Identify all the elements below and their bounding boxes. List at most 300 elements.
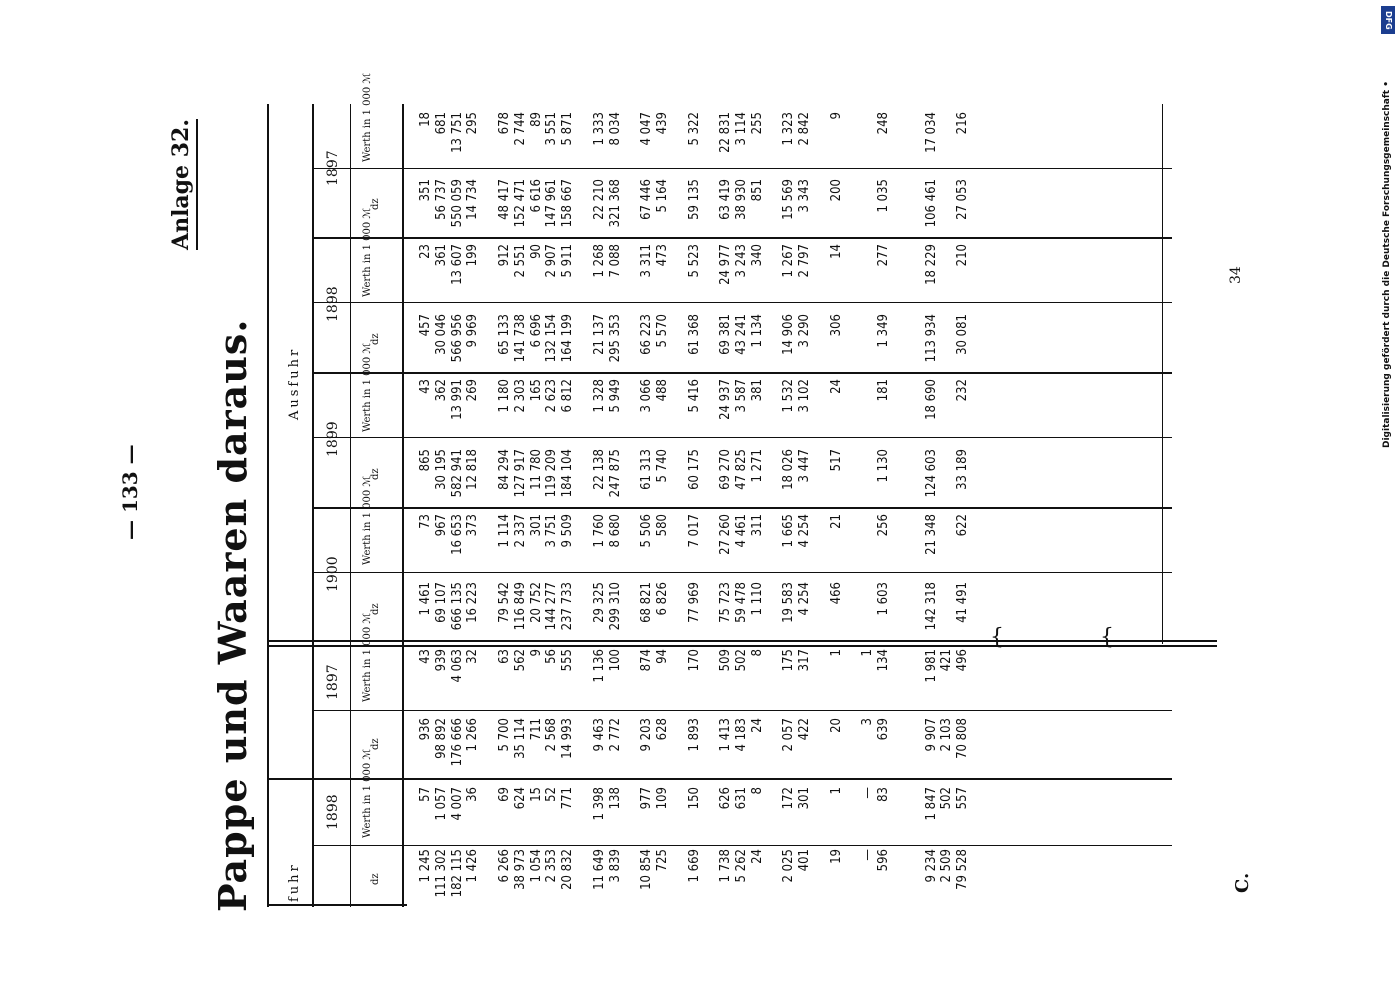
cell-text: 127 917 bbox=[512, 449, 528, 498]
cell-text: 1 180 bbox=[497, 379, 512, 413]
cell-text: 21 137 bbox=[591, 314, 607, 355]
cell-text: 24 bbox=[749, 849, 765, 864]
cell-text: 1 057 bbox=[433, 787, 449, 821]
cell-text: 622 bbox=[955, 514, 971, 537]
cell-text: 1 665 bbox=[781, 514, 797, 548]
cell-text: 35 114 bbox=[512, 718, 528, 759]
cell-text: 210 bbox=[955, 244, 971, 267]
cell-text: 77 969 bbox=[686, 582, 702, 623]
cell-text: 56 bbox=[544, 649, 560, 664]
cell-text: 20 832 bbox=[560, 849, 576, 890]
cell-text: 38 930 bbox=[734, 179, 749, 220]
cell-text: 69 381 bbox=[718, 314, 734, 355]
cell-text: 711 bbox=[528, 718, 544, 741]
cell-text: 295 353 bbox=[607, 314, 623, 363]
cell-text: 164 199 bbox=[560, 314, 576, 363]
unit-wert-1: Werth in 1 000 ℳ bbox=[362, 748, 373, 838]
cell-text: 19 bbox=[828, 849, 844, 864]
cell-text: 38 973 bbox=[512, 849, 528, 890]
cell-text: 967 bbox=[433, 514, 449, 537]
cell-text: 60 175 bbox=[686, 449, 702, 490]
cell-text: 678 bbox=[497, 112, 512, 135]
cell-text: — bbox=[860, 787, 876, 799]
cell-text: 182 115 bbox=[449, 849, 465, 898]
cell-text: 248 bbox=[876, 112, 892, 135]
cell-text: 4 254 bbox=[797, 514, 813, 548]
cell-text: 5 523 bbox=[686, 244, 702, 278]
cell-text: 83 bbox=[876, 787, 892, 802]
cell-text: 5 570 bbox=[655, 314, 670, 348]
cell-text: 9 969 bbox=[465, 314, 481, 348]
cell-text: 299 310 bbox=[607, 582, 623, 631]
cell-text: 27 053 bbox=[955, 179, 971, 220]
cell-text: 1 bbox=[828, 649, 844, 657]
cell-text: 1 266 bbox=[465, 718, 481, 752]
cell-text: 141 738 bbox=[512, 314, 528, 363]
cell-text: 63 bbox=[497, 649, 512, 664]
cell-text: 15 569 bbox=[781, 179, 797, 220]
cell-text: 3 447 bbox=[797, 449, 813, 483]
cell-text: 401 bbox=[797, 849, 813, 872]
header-bottom-rule bbox=[402, 104, 404, 907]
cell-text: 1 328 bbox=[591, 379, 607, 413]
cell-text: 22 831 bbox=[718, 112, 734, 153]
cell-text: 8 bbox=[749, 649, 765, 657]
cell-text: 65 133 bbox=[497, 314, 512, 355]
col-sep-5 bbox=[312, 572, 1172, 573]
cell-text: 771 bbox=[560, 787, 576, 810]
einfuhr-header: fuhr bbox=[287, 862, 302, 902]
cell-text: 18 bbox=[418, 112, 433, 127]
cell-text: 582 941 bbox=[449, 449, 465, 498]
cell-text: 61 313 bbox=[639, 449, 655, 490]
cell-text: 79 542 bbox=[497, 582, 512, 623]
cell-text: 30 195 bbox=[433, 449, 449, 490]
cell-text: 5 416 bbox=[686, 379, 702, 413]
cell-text: 16 653 bbox=[449, 514, 465, 555]
cell-text: 277 bbox=[876, 244, 892, 267]
cell-text: 496 bbox=[955, 649, 971, 672]
year-rule bbox=[312, 104, 314, 907]
cell-text: 256 bbox=[876, 514, 892, 537]
cell-text: 4 007 bbox=[449, 787, 465, 821]
cell-text: 1 349 bbox=[876, 314, 892, 348]
unit-rule bbox=[350, 104, 351, 907]
cell-text: 1 136 bbox=[591, 649, 607, 683]
cell-text: 132 154 bbox=[544, 314, 560, 363]
cell-text: 851 bbox=[749, 179, 765, 202]
cell-text: 19 583 bbox=[781, 582, 797, 623]
cell-text: 6 266 bbox=[497, 849, 512, 883]
signature-mark: 34 bbox=[1228, 266, 1244, 284]
appendix-label: Anlage 32. bbox=[168, 119, 198, 250]
cell-text: 57 bbox=[418, 787, 433, 802]
col-sep-9 bbox=[312, 302, 1172, 303]
cell-text: 22 210 bbox=[591, 179, 607, 220]
cell-text: 109 bbox=[655, 787, 670, 810]
cell-text: 562 bbox=[512, 649, 528, 672]
cell-text: 3 343 bbox=[797, 179, 813, 213]
unit-dz-6: dz bbox=[370, 198, 381, 210]
cell-text: 59 478 bbox=[734, 582, 749, 623]
col-sep-6 bbox=[312, 507, 1172, 509]
cell-text: 321 368 bbox=[607, 179, 623, 228]
year-ein-1898: 1898 bbox=[325, 794, 341, 830]
cell-text: 1 981 bbox=[923, 649, 939, 683]
table-end-rule bbox=[1162, 104, 1163, 644]
cell-text: 517 bbox=[828, 449, 844, 472]
cell-text: 639 bbox=[876, 718, 892, 741]
cell-text: 631 bbox=[734, 787, 749, 810]
unit-wert-3: Werth in 1 000 ℳ bbox=[362, 475, 373, 565]
cell-text: 874 bbox=[639, 649, 655, 672]
cell-text: 2 623 bbox=[544, 379, 560, 413]
bottom-mark: C. bbox=[1232, 872, 1253, 893]
cell-text: 3 066 bbox=[639, 379, 655, 413]
cell-text: 1 398 bbox=[591, 787, 607, 821]
cell-text: 1 532 bbox=[781, 379, 797, 413]
cell-text: 3 839 bbox=[607, 849, 623, 883]
col-sep-10 bbox=[312, 237, 1172, 239]
cell-text: 295 bbox=[465, 112, 481, 135]
cell-text: 52 bbox=[544, 787, 560, 802]
cell-text: 2 551 bbox=[512, 244, 528, 278]
cell-text: 4 254 bbox=[797, 582, 813, 616]
cell-text: 113 934 bbox=[923, 314, 939, 363]
col-sep-7 bbox=[312, 437, 1172, 438]
cell-text: 3 587 bbox=[734, 379, 749, 413]
cell-text: 2 772 bbox=[607, 718, 623, 752]
cell-text: 3 311 bbox=[639, 244, 655, 278]
cell-text: 628 bbox=[655, 718, 670, 741]
cell-text: 4 047 bbox=[639, 112, 655, 146]
cell-text: 184 104 bbox=[560, 449, 576, 498]
cell-text: 4 183 bbox=[734, 718, 749, 752]
cell-text: 4 461 bbox=[734, 514, 749, 548]
cell-text: 1 267 bbox=[781, 244, 797, 278]
cell-text: 70 808 bbox=[955, 718, 971, 759]
cell-text: 865 bbox=[418, 449, 433, 472]
col-sep-1 bbox=[312, 845, 1172, 846]
cell-text: 725 bbox=[655, 849, 670, 872]
cell-text: 24 977 bbox=[718, 244, 734, 285]
cell-text: 24 937 bbox=[718, 379, 734, 420]
cell-text: 351 bbox=[418, 179, 433, 202]
cell-text: 306 bbox=[828, 314, 844, 337]
cell-text: 9 203 bbox=[639, 718, 655, 752]
brace-mark-2: { bbox=[990, 625, 1004, 650]
cell-text: 1 893 bbox=[686, 718, 702, 752]
cell-text: 20 bbox=[828, 718, 844, 733]
cell-text: 1 268 bbox=[591, 244, 607, 278]
cell-text: 1 054 bbox=[528, 849, 544, 883]
cell-text: 8 680 bbox=[607, 514, 623, 548]
cell-text: 9 bbox=[528, 649, 544, 657]
cell-text: 47 825 bbox=[734, 449, 749, 490]
unit-dz-2: dz bbox=[370, 738, 381, 750]
cell-text: 24 bbox=[749, 718, 765, 733]
cell-text: 13 607 bbox=[449, 244, 465, 285]
cell-text: 8 034 bbox=[607, 112, 623, 146]
cell-text: 2 568 bbox=[544, 718, 560, 752]
cell-text: 67 446 bbox=[639, 179, 655, 220]
cell-text: 2 103 bbox=[939, 718, 955, 752]
cell-text: 550 059 bbox=[449, 179, 465, 228]
cell-text: 5 871 bbox=[560, 112, 576, 146]
cell-text: 69 107 bbox=[433, 582, 449, 623]
table-top-rule bbox=[267, 104, 269, 907]
cell-text: 317 bbox=[797, 649, 813, 672]
cell-text: 340 bbox=[749, 244, 765, 267]
cell-text: 666 135 bbox=[449, 582, 465, 631]
cell-text: 1 bbox=[860, 649, 876, 657]
cell-text: 147 961 bbox=[544, 179, 560, 228]
cell-text: 176 666 bbox=[449, 718, 465, 767]
cell-text: 596 bbox=[876, 849, 892, 872]
cell-text: 5 262 bbox=[734, 849, 749, 883]
cell-text: 14 993 bbox=[560, 718, 576, 759]
unit-dz-3: dz bbox=[370, 603, 381, 615]
cell-text: 18 026 bbox=[781, 449, 797, 490]
cell-text: 150 bbox=[686, 787, 702, 810]
cell-text: 3 290 bbox=[797, 314, 813, 348]
cell-text: 94 bbox=[655, 649, 670, 664]
cell-text: 111 302 bbox=[433, 849, 449, 898]
cell-text: 912 bbox=[497, 244, 512, 267]
cell-text: 4 063 bbox=[449, 649, 465, 683]
cell-text: 2 303 bbox=[512, 379, 528, 413]
cell-text: 6 696 bbox=[528, 314, 544, 348]
cell-text: 16 223 bbox=[465, 582, 481, 623]
cell-text: 3 114 bbox=[734, 112, 749, 146]
cell-text: 977 bbox=[639, 787, 655, 810]
cell-text: 1 669 bbox=[686, 849, 702, 883]
cell-text: 624 bbox=[512, 787, 528, 810]
cell-text: 75 723 bbox=[718, 582, 734, 623]
cell-text: 939 bbox=[433, 649, 449, 672]
cell-text: 89 bbox=[528, 112, 544, 127]
cell-text: 301 bbox=[797, 787, 813, 810]
cell-text: 138 bbox=[607, 787, 623, 810]
year-aus-1900: 1900 bbox=[325, 556, 341, 592]
header-rule bbox=[267, 904, 407, 906]
cell-text: 1 245 bbox=[418, 849, 433, 883]
cell-text: 12 818 bbox=[465, 449, 481, 490]
unit-wert-6: Werth in 1 000 ℳ bbox=[362, 72, 373, 162]
cell-text: 134 bbox=[876, 649, 892, 672]
cell-text: 502 bbox=[939, 787, 955, 810]
cell-text: 2 025 bbox=[781, 849, 797, 883]
ein-aus-double-rule-2 bbox=[267, 645, 1217, 647]
cell-text: 73 bbox=[418, 514, 433, 529]
cell-text: 237 733 bbox=[560, 582, 576, 631]
cell-text: 566 956 bbox=[449, 314, 465, 363]
cell-text: 66 223 bbox=[639, 314, 655, 355]
cell-text: 181 bbox=[876, 379, 892, 402]
cell-text: — bbox=[860, 849, 876, 861]
cell-text: 1 134 bbox=[749, 314, 765, 348]
cell-text: 5 506 bbox=[639, 514, 655, 548]
cell-text: 11 649 bbox=[591, 849, 607, 890]
year-aus-1897: 1897 bbox=[325, 150, 341, 186]
cell-text: 61 368 bbox=[686, 314, 702, 355]
cell-text: 373 bbox=[465, 514, 481, 537]
cell-text: 5 911 bbox=[560, 244, 576, 278]
cell-text: 119 209 bbox=[544, 449, 560, 498]
unit-wert-4: Werth in 1 000 ℳ bbox=[362, 342, 373, 432]
cell-text: 56 737 bbox=[433, 179, 449, 220]
cell-text: 7 017 bbox=[686, 514, 702, 548]
cell-text: 48 417 bbox=[497, 179, 512, 220]
cell-text: 2 797 bbox=[797, 244, 813, 278]
cell-text: 5 164 bbox=[655, 179, 670, 213]
cell-text: 79 528 bbox=[955, 849, 971, 890]
cell-text: 142 318 bbox=[923, 582, 939, 631]
cell-text: 43 bbox=[418, 649, 433, 664]
cell-text: 98 892 bbox=[433, 718, 449, 759]
cell-text: 2 842 bbox=[797, 112, 813, 146]
cell-text: 247 875 bbox=[607, 449, 623, 498]
cell-text: 13 991 bbox=[449, 379, 465, 420]
cell-text: 2 057 bbox=[781, 718, 797, 752]
cell-text: 1 bbox=[828, 787, 844, 795]
cell-text: 1 110 bbox=[749, 582, 765, 616]
cell-text: 1 760 bbox=[591, 514, 607, 548]
cell-text: 33 189 bbox=[955, 449, 971, 490]
cell-text: 14 734 bbox=[465, 179, 481, 220]
cell-text: 106 461 bbox=[923, 179, 939, 228]
cell-text: 18 229 bbox=[923, 244, 939, 285]
cell-text: 626 bbox=[718, 787, 734, 810]
ein-aus-double-rule bbox=[267, 640, 1217, 642]
cell-text: 14 bbox=[828, 244, 844, 259]
cell-text: 144 277 bbox=[544, 582, 560, 631]
cell-text: 2 907 bbox=[544, 244, 560, 278]
cell-text: 439 bbox=[655, 112, 670, 135]
cell-text: 216 bbox=[955, 112, 971, 135]
cell-text: 7 088 bbox=[607, 244, 623, 278]
cell-text: 116 849 bbox=[512, 582, 528, 631]
cell-text: 21 348 bbox=[923, 514, 939, 555]
cell-text: 509 bbox=[718, 649, 734, 672]
cell-text: 15 bbox=[528, 787, 544, 802]
unit-dz-1: dz bbox=[370, 873, 381, 885]
col-sep-11 bbox=[312, 168, 1172, 169]
cell-text: 3 551 bbox=[544, 112, 560, 146]
cell-text: 1 413 bbox=[718, 718, 734, 752]
cell-text: 175 bbox=[781, 649, 797, 672]
cell-text: 362 bbox=[433, 379, 449, 402]
cell-text: 580 bbox=[655, 514, 670, 537]
cell-text: 14 906 bbox=[781, 314, 797, 355]
cell-text: 269 bbox=[465, 379, 481, 402]
cell-text: 301 bbox=[528, 514, 544, 537]
cell-text: 3 102 bbox=[797, 379, 813, 413]
cell-text: 32 bbox=[465, 649, 481, 664]
cell-text: 69 270 bbox=[718, 449, 734, 490]
cell-text: 9 907 bbox=[923, 718, 939, 752]
cell-text: 17 034 bbox=[923, 112, 939, 153]
cell-text: 2 509 bbox=[939, 849, 955, 883]
unit-dz-4: dz bbox=[370, 468, 381, 480]
cell-text: 63 419 bbox=[718, 179, 734, 220]
cell-text: 3 bbox=[860, 718, 876, 726]
cell-text: 59 135 bbox=[686, 179, 702, 220]
year-aus-1898: 1898 bbox=[325, 286, 341, 322]
cell-text: 502 bbox=[734, 649, 749, 672]
cell-text: 6 616 bbox=[528, 179, 544, 213]
col-sep-2 bbox=[267, 778, 1172, 780]
cell-text: 165 bbox=[528, 379, 544, 402]
cell-text: 5 740 bbox=[655, 449, 670, 483]
cell-text: 5 949 bbox=[607, 379, 623, 413]
cell-text: 457 bbox=[418, 314, 433, 337]
cell-text: 1 035 bbox=[876, 179, 892, 213]
year-ein-1897: 1897 bbox=[325, 664, 341, 700]
page-title: Pappe und Waaren daraus. bbox=[210, 318, 255, 912]
cell-text: 84 294 bbox=[497, 449, 512, 490]
cell-text: 30 081 bbox=[955, 314, 971, 355]
cell-text: 90 bbox=[528, 244, 544, 259]
cell-text: 158 667 bbox=[560, 179, 576, 228]
cell-text: 9 509 bbox=[560, 514, 576, 548]
unit-dz-5: dz bbox=[370, 333, 381, 345]
cell-text: 1 130 bbox=[876, 449, 892, 483]
cell-text: 311 bbox=[749, 514, 765, 537]
cell-text: 9 463 bbox=[591, 718, 607, 752]
cell-text: 1 333 bbox=[591, 112, 607, 146]
cell-text: 3 243 bbox=[734, 244, 749, 278]
cell-text: 232 bbox=[955, 379, 971, 402]
cell-text: 1 738 bbox=[718, 849, 734, 883]
cell-text: 1 603 bbox=[876, 582, 892, 616]
unit-wert-5: Werth in 1 000 ℳ bbox=[362, 207, 373, 297]
cell-text: 1 271 bbox=[749, 449, 765, 483]
cell-text: 43 241 bbox=[734, 314, 749, 355]
cell-text: 68 821 bbox=[639, 582, 655, 623]
cell-text: 172 bbox=[781, 787, 797, 810]
cell-text: 361 bbox=[433, 244, 449, 267]
cell-text: 199 bbox=[465, 244, 481, 267]
cell-text: 22 138 bbox=[591, 449, 607, 490]
cell-text: 2 337 bbox=[512, 514, 528, 548]
cell-text: 466 bbox=[828, 582, 844, 605]
cell-text: 10 854 bbox=[639, 849, 655, 890]
cell-text: 24 bbox=[828, 379, 844, 394]
cell-text: 1 847 bbox=[923, 787, 939, 821]
cell-text: 11 780 bbox=[528, 449, 544, 490]
cell-text: 27 260 bbox=[718, 514, 734, 555]
cell-text: 3 751 bbox=[544, 514, 560, 548]
cell-text: 1 426 bbox=[465, 849, 481, 883]
cell-text: 29 325 bbox=[591, 582, 607, 623]
cell-text: 36 bbox=[465, 787, 481, 802]
cell-text: 18 690 bbox=[923, 379, 939, 420]
cell-text: 200 bbox=[828, 179, 844, 202]
cell-text: 41 491 bbox=[955, 582, 971, 623]
cell-text: 5 700 bbox=[497, 718, 512, 752]
year-aus-1899: 1899 bbox=[325, 421, 341, 457]
cell-text: 555 bbox=[560, 649, 576, 672]
brace-mark-1: { bbox=[1100, 625, 1114, 650]
cell-text: 422 bbox=[797, 718, 813, 741]
cell-text: 1 461 bbox=[418, 582, 433, 616]
unit-wert-2: Werth in 1 000 ℳ bbox=[362, 612, 373, 702]
cell-text: 255 bbox=[749, 112, 765, 135]
col-sep-8 bbox=[312, 372, 1172, 374]
cell-text: 152 471 bbox=[512, 179, 528, 228]
cell-text: 124 603 bbox=[923, 449, 939, 498]
